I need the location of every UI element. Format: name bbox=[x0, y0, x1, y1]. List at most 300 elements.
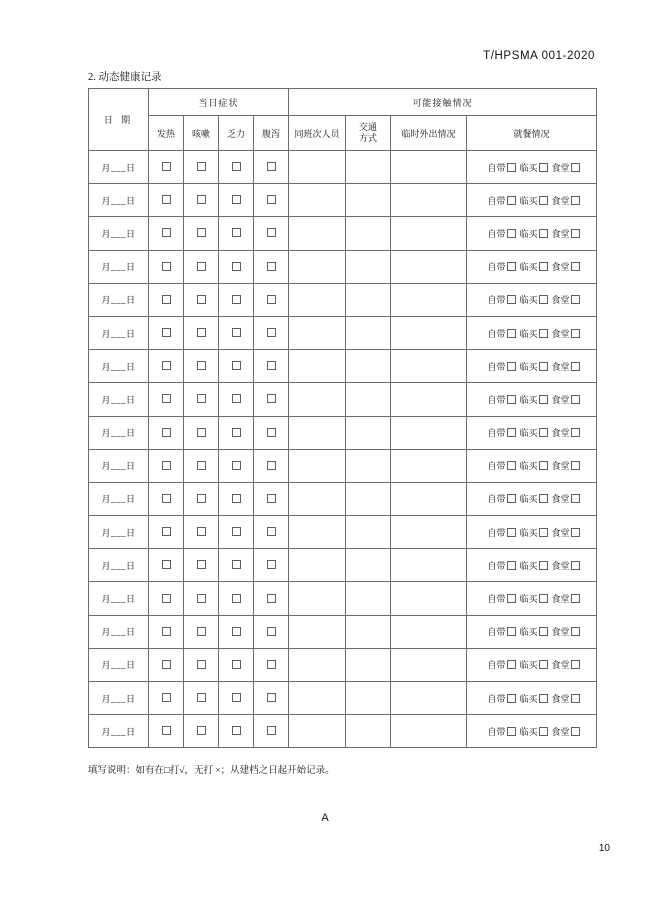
checkbox-icon[interactable] bbox=[571, 594, 580, 603]
checkbox-icon[interactable] bbox=[232, 693, 241, 702]
checkbox-icon[interactable] bbox=[232, 295, 241, 304]
input-outing[interactable] bbox=[391, 283, 467, 316]
input-classmates[interactable] bbox=[289, 416, 346, 449]
dining-option[interactable] bbox=[488, 725, 516, 738]
checkbox-icon[interactable] bbox=[267, 594, 276, 603]
checkbox-fatigue[interactable] bbox=[219, 283, 254, 316]
checkbox-icon[interactable] bbox=[507, 329, 516, 338]
input-transport[interactable] bbox=[346, 615, 391, 648]
input-outing[interactable] bbox=[391, 615, 467, 648]
checkbox-fever[interactable] bbox=[149, 582, 184, 615]
checkbox-icon[interactable] bbox=[197, 262, 206, 271]
input-transport[interactable] bbox=[346, 449, 391, 482]
dining-options[interactable] bbox=[467, 217, 597, 250]
checkbox-icon[interactable] bbox=[539, 428, 548, 437]
dining-option[interactable] bbox=[552, 592, 580, 605]
checkbox-cough[interactable] bbox=[184, 283, 219, 316]
input-outing[interactable] bbox=[391, 549, 467, 582]
checkbox-icon[interactable] bbox=[507, 694, 516, 703]
input-classmates[interactable] bbox=[289, 383, 346, 416]
checkbox-icon[interactable] bbox=[539, 694, 548, 703]
checkbox-icon[interactable] bbox=[162, 660, 171, 669]
checkbox-diarrhea[interactable] bbox=[254, 383, 289, 416]
checkbox-fatigue[interactable] bbox=[219, 416, 254, 449]
dining-option[interactable] bbox=[520, 725, 548, 738]
dining-option[interactable] bbox=[488, 194, 516, 207]
checkbox-icon[interactable] bbox=[232, 162, 241, 171]
input-transport[interactable] bbox=[346, 416, 391, 449]
date-field[interactable]: 月___日 bbox=[89, 283, 149, 316]
checkbox-icon[interactable] bbox=[162, 394, 171, 403]
checkbox-fatigue[interactable] bbox=[219, 715, 254, 748]
dining-option[interactable] bbox=[552, 327, 580, 340]
date-field[interactable]: 月___日 bbox=[89, 383, 149, 416]
dining-option[interactable] bbox=[520, 658, 548, 671]
dining-options[interactable] bbox=[467, 582, 597, 615]
input-classmates[interactable] bbox=[289, 184, 346, 217]
checkbox-fever[interactable] bbox=[149, 615, 184, 648]
checkbox-icon[interactable] bbox=[232, 527, 241, 536]
checkbox-diarrhea[interactable] bbox=[254, 151, 289, 184]
input-outing[interactable] bbox=[391, 715, 467, 748]
dining-option[interactable] bbox=[520, 360, 548, 373]
dining-option[interactable] bbox=[488, 227, 516, 240]
dining-option[interactable] bbox=[552, 559, 580, 572]
checkbox-icon[interactable] bbox=[197, 195, 206, 204]
dining-option[interactable] bbox=[552, 725, 580, 738]
dining-option[interactable] bbox=[520, 161, 548, 174]
dining-option[interactable] bbox=[520, 692, 548, 705]
checkbox-icon[interactable] bbox=[267, 494, 276, 503]
input-transport[interactable] bbox=[346, 283, 391, 316]
dining-option[interactable] bbox=[488, 459, 516, 472]
dining-option[interactable] bbox=[552, 260, 580, 273]
checkbox-diarrhea[interactable] bbox=[254, 283, 289, 316]
input-classmates[interactable] bbox=[289, 151, 346, 184]
dining-option[interactable] bbox=[552, 393, 580, 406]
checkbox-cough[interactable] bbox=[184, 184, 219, 217]
checkbox-icon[interactable] bbox=[232, 262, 241, 271]
date-field[interactable]: 月___日 bbox=[89, 184, 149, 217]
input-transport[interactable] bbox=[346, 648, 391, 681]
checkbox-icon[interactable] bbox=[162, 428, 171, 437]
dining-options[interactable] bbox=[467, 383, 597, 416]
checkbox-icon[interactable] bbox=[507, 428, 516, 437]
date-field[interactable]: 月___日 bbox=[89, 482, 149, 515]
checkbox-icon[interactable] bbox=[571, 362, 580, 371]
checkbox-icon[interactable] bbox=[232, 560, 241, 569]
input-outing[interactable] bbox=[391, 350, 467, 383]
input-outing[interactable] bbox=[391, 482, 467, 515]
checkbox-icon[interactable] bbox=[571, 329, 580, 338]
checkbox-icon[interactable] bbox=[267, 295, 276, 304]
checkbox-icon[interactable] bbox=[267, 262, 276, 271]
checkbox-fatigue[interactable] bbox=[219, 582, 254, 615]
checkbox-diarrhea[interactable] bbox=[254, 416, 289, 449]
checkbox-fever[interactable] bbox=[149, 184, 184, 217]
dining-option[interactable] bbox=[488, 360, 516, 373]
checkbox-icon[interactable] bbox=[162, 627, 171, 636]
checkbox-icon[interactable] bbox=[267, 394, 276, 403]
checkbox-diarrhea[interactable] bbox=[254, 615, 289, 648]
checkbox-icon[interactable] bbox=[539, 295, 548, 304]
checkbox-icon[interactable] bbox=[232, 726, 241, 735]
checkbox-icon[interactable] bbox=[197, 494, 206, 503]
checkbox-fever[interactable] bbox=[149, 350, 184, 383]
dining-option[interactable] bbox=[488, 692, 516, 705]
checkbox-icon[interactable] bbox=[162, 228, 171, 237]
checkbox-icon[interactable] bbox=[571, 528, 580, 537]
checkbox-icon[interactable] bbox=[197, 660, 206, 669]
checkbox-fatigue[interactable] bbox=[219, 217, 254, 250]
checkbox-icon[interactable] bbox=[162, 195, 171, 204]
dining-option[interactable] bbox=[488, 393, 516, 406]
dining-option[interactable] bbox=[520, 559, 548, 572]
checkbox-cough[interactable] bbox=[184, 350, 219, 383]
checkbox-diarrhea[interactable] bbox=[254, 350, 289, 383]
dining-option[interactable] bbox=[520, 293, 548, 306]
input-classmates[interactable] bbox=[289, 549, 346, 582]
dining-option[interactable] bbox=[520, 194, 548, 207]
checkbox-icon[interactable] bbox=[507, 163, 516, 172]
checkbox-icon[interactable] bbox=[539, 494, 548, 503]
checkbox-fatigue[interactable] bbox=[219, 682, 254, 715]
date-field[interactable]: 月___日 bbox=[89, 449, 149, 482]
input-outing[interactable] bbox=[391, 383, 467, 416]
checkbox-icon[interactable] bbox=[197, 461, 206, 470]
checkbox-icon[interactable] bbox=[197, 594, 206, 603]
checkbox-fever[interactable] bbox=[149, 648, 184, 681]
checkbox-diarrhea[interactable] bbox=[254, 250, 289, 283]
dining-option[interactable] bbox=[520, 393, 548, 406]
checkbox-icon[interactable] bbox=[539, 727, 548, 736]
input-classmates[interactable] bbox=[289, 250, 346, 283]
checkbox-icon[interactable] bbox=[162, 162, 171, 171]
checkbox-fatigue[interactable] bbox=[219, 383, 254, 416]
checkbox-cough[interactable] bbox=[184, 416, 219, 449]
input-classmates[interactable] bbox=[289, 217, 346, 250]
dining-option[interactable] bbox=[488, 426, 516, 439]
checkbox-diarrhea[interactable] bbox=[254, 316, 289, 349]
checkbox-icon[interactable] bbox=[232, 228, 241, 237]
input-outing[interactable] bbox=[391, 582, 467, 615]
checkbox-diarrhea[interactable] bbox=[254, 582, 289, 615]
input-transport[interactable] bbox=[346, 482, 391, 515]
checkbox-fever[interactable] bbox=[149, 516, 184, 549]
checkbox-icon[interactable] bbox=[267, 726, 276, 735]
input-classmates[interactable] bbox=[289, 615, 346, 648]
input-outing[interactable] bbox=[391, 682, 467, 715]
input-classmates[interactable] bbox=[289, 449, 346, 482]
checkbox-cough[interactable] bbox=[184, 648, 219, 681]
checkbox-fatigue[interactable] bbox=[219, 615, 254, 648]
checkbox-cough[interactable] bbox=[184, 615, 219, 648]
input-classmates[interactable] bbox=[289, 283, 346, 316]
checkbox-icon[interactable] bbox=[539, 163, 548, 172]
dining-option[interactable] bbox=[488, 559, 516, 572]
checkbox-icon[interactable] bbox=[197, 726, 206, 735]
date-field[interactable]: 月___日 bbox=[89, 416, 149, 449]
checkbox-icon[interactable] bbox=[507, 262, 516, 271]
date-field[interactable]: 月___日 bbox=[89, 516, 149, 549]
dining-option[interactable] bbox=[488, 161, 516, 174]
dining-option[interactable] bbox=[488, 260, 516, 273]
checkbox-icon[interactable] bbox=[232, 394, 241, 403]
dining-option[interactable] bbox=[552, 625, 580, 638]
checkbox-icon[interactable] bbox=[232, 594, 241, 603]
input-outing[interactable] bbox=[391, 316, 467, 349]
dining-option[interactable] bbox=[552, 526, 580, 539]
dining-option[interactable] bbox=[552, 194, 580, 207]
checkbox-icon[interactable] bbox=[267, 361, 276, 370]
checkbox-icon[interactable] bbox=[267, 660, 276, 669]
checkbox-icon[interactable] bbox=[571, 395, 580, 404]
checkbox-fatigue[interactable] bbox=[219, 151, 254, 184]
checkbox-icon[interactable] bbox=[507, 561, 516, 570]
checkbox-diarrhea[interactable] bbox=[254, 482, 289, 515]
checkbox-icon[interactable] bbox=[197, 394, 206, 403]
checkbox-icon[interactable] bbox=[162, 328, 171, 337]
dining-options[interactable] bbox=[467, 416, 597, 449]
checkbox-icon[interactable] bbox=[507, 594, 516, 603]
dining-options[interactable] bbox=[467, 316, 597, 349]
dining-option[interactable] bbox=[552, 658, 580, 671]
checkbox-fever[interactable] bbox=[149, 250, 184, 283]
dining-option[interactable] bbox=[520, 592, 548, 605]
input-classmates[interactable] bbox=[289, 715, 346, 748]
input-outing[interactable] bbox=[391, 250, 467, 283]
input-transport[interactable] bbox=[346, 217, 391, 250]
checkbox-diarrhea[interactable] bbox=[254, 549, 289, 582]
input-transport[interactable] bbox=[346, 184, 391, 217]
dining-options[interactable] bbox=[467, 682, 597, 715]
checkbox-diarrhea[interactable] bbox=[254, 449, 289, 482]
checkbox-icon[interactable] bbox=[571, 461, 580, 470]
checkbox-icon[interactable] bbox=[539, 627, 548, 636]
dining-option[interactable] bbox=[520, 327, 548, 340]
checkbox-icon[interactable] bbox=[507, 295, 516, 304]
checkbox-cough[interactable] bbox=[184, 383, 219, 416]
input-classmates[interactable] bbox=[289, 516, 346, 549]
checkbox-fatigue[interactable] bbox=[219, 482, 254, 515]
input-classmates[interactable] bbox=[289, 648, 346, 681]
input-outing[interactable] bbox=[391, 516, 467, 549]
dining-option[interactable] bbox=[552, 161, 580, 174]
checkbox-icon[interactable] bbox=[232, 461, 241, 470]
checkbox-icon[interactable] bbox=[571, 727, 580, 736]
checkbox-icon[interactable] bbox=[232, 328, 241, 337]
checkbox-icon[interactable] bbox=[571, 660, 580, 669]
dining-option[interactable] bbox=[488, 327, 516, 340]
checkbox-icon[interactable] bbox=[507, 395, 516, 404]
checkbox-fatigue[interactable] bbox=[219, 449, 254, 482]
checkbox-icon[interactable] bbox=[162, 693, 171, 702]
checkbox-icon[interactable] bbox=[571, 163, 580, 172]
checkbox-icon[interactable] bbox=[232, 494, 241, 503]
checkbox-icon[interactable] bbox=[571, 196, 580, 205]
checkbox-icon[interactable] bbox=[232, 660, 241, 669]
checkbox-cough[interactable] bbox=[184, 250, 219, 283]
date-field[interactable]: 月___日 bbox=[89, 615, 149, 648]
checkbox-icon[interactable] bbox=[197, 428, 206, 437]
checkbox-icon[interactable] bbox=[571, 627, 580, 636]
dining-option[interactable] bbox=[520, 459, 548, 472]
checkbox-icon[interactable] bbox=[507, 229, 516, 238]
checkbox-fatigue[interactable] bbox=[219, 316, 254, 349]
date-field[interactable]: 月___日 bbox=[89, 715, 149, 748]
checkbox-icon[interactable] bbox=[197, 627, 206, 636]
input-classmates[interactable] bbox=[289, 316, 346, 349]
input-transport[interactable] bbox=[346, 151, 391, 184]
checkbox-icon[interactable] bbox=[267, 461, 276, 470]
checkbox-icon[interactable] bbox=[539, 461, 548, 470]
checkbox-fatigue[interactable] bbox=[219, 250, 254, 283]
checkbox-icon[interactable] bbox=[267, 328, 276, 337]
checkbox-icon[interactable] bbox=[539, 561, 548, 570]
checkbox-fatigue[interactable] bbox=[219, 184, 254, 217]
checkbox-fever[interactable] bbox=[149, 482, 184, 515]
checkbox-diarrhea[interactable] bbox=[254, 648, 289, 681]
checkbox-icon[interactable] bbox=[162, 527, 171, 536]
dining-options[interactable] bbox=[467, 283, 597, 316]
checkbox-fever[interactable] bbox=[149, 151, 184, 184]
dining-options[interactable] bbox=[467, 350, 597, 383]
checkbox-cough[interactable] bbox=[184, 449, 219, 482]
dining-option[interactable] bbox=[552, 426, 580, 439]
checkbox-fever[interactable] bbox=[149, 715, 184, 748]
checkbox-icon[interactable] bbox=[197, 361, 206, 370]
checkbox-icon[interactable] bbox=[267, 527, 276, 536]
checkbox-fever[interactable] bbox=[149, 416, 184, 449]
date-field[interactable]: 月___日 bbox=[89, 151, 149, 184]
checkbox-icon[interactable] bbox=[162, 594, 171, 603]
date-field[interactable]: 月___日 bbox=[89, 217, 149, 250]
checkbox-icon[interactable] bbox=[539, 229, 548, 238]
checkbox-icon[interactable] bbox=[232, 627, 241, 636]
dining-option[interactable] bbox=[552, 459, 580, 472]
date-field[interactable]: 月___日 bbox=[89, 682, 149, 715]
checkbox-icon[interactable] bbox=[507, 528, 516, 537]
date-field[interactable]: 月___日 bbox=[89, 250, 149, 283]
date-field[interactable]: 月___日 bbox=[89, 316, 149, 349]
checkbox-fatigue[interactable] bbox=[219, 350, 254, 383]
checkbox-icon[interactable] bbox=[539, 528, 548, 537]
checkbox-icon[interactable] bbox=[507, 494, 516, 503]
checkbox-icon[interactable] bbox=[507, 660, 516, 669]
checkbox-icon[interactable] bbox=[571, 561, 580, 570]
input-transport[interactable] bbox=[346, 582, 391, 615]
dining-options[interactable] bbox=[467, 549, 597, 582]
checkbox-icon[interactable] bbox=[571, 229, 580, 238]
checkbox-icon[interactable] bbox=[507, 461, 516, 470]
checkbox-icon[interactable] bbox=[232, 195, 241, 204]
date-field[interactable]: 月___日 bbox=[89, 582, 149, 615]
checkbox-diarrhea[interactable] bbox=[254, 217, 289, 250]
checkbox-icon[interactable] bbox=[539, 660, 548, 669]
checkbox-icon[interactable] bbox=[507, 362, 516, 371]
checkbox-icon[interactable] bbox=[197, 328, 206, 337]
checkbox-icon[interactable] bbox=[162, 295, 171, 304]
checkbox-fever[interactable] bbox=[149, 449, 184, 482]
dining-option[interactable] bbox=[488, 526, 516, 539]
dining-options[interactable] bbox=[467, 715, 597, 748]
checkbox-icon[interactable] bbox=[539, 329, 548, 338]
checkbox-icon[interactable] bbox=[232, 361, 241, 370]
checkbox-diarrhea[interactable] bbox=[254, 516, 289, 549]
checkbox-fever[interactable] bbox=[149, 316, 184, 349]
checkbox-icon[interactable] bbox=[162, 262, 171, 271]
dining-option[interactable] bbox=[552, 360, 580, 373]
dining-option[interactable] bbox=[520, 426, 548, 439]
checkbox-icon[interactable] bbox=[162, 560, 171, 569]
input-outing[interactable] bbox=[391, 151, 467, 184]
input-transport[interactable] bbox=[346, 316, 391, 349]
input-transport[interactable] bbox=[346, 549, 391, 582]
checkbox-cough[interactable] bbox=[184, 482, 219, 515]
checkbox-icon[interactable] bbox=[539, 262, 548, 271]
checkbox-icon[interactable] bbox=[571, 494, 580, 503]
checkbox-icon[interactable] bbox=[539, 395, 548, 404]
checkbox-fatigue[interactable] bbox=[219, 549, 254, 582]
dining-option[interactable] bbox=[552, 293, 580, 306]
dining-options[interactable] bbox=[467, 648, 597, 681]
dining-option[interactable] bbox=[552, 227, 580, 240]
input-outing[interactable] bbox=[391, 449, 467, 482]
dining-options[interactable] bbox=[467, 184, 597, 217]
checkbox-icon[interactable] bbox=[267, 560, 276, 569]
checkbox-icon[interactable] bbox=[197, 162, 206, 171]
checkbox-icon[interactable] bbox=[267, 195, 276, 204]
dining-options[interactable] bbox=[467, 449, 597, 482]
checkbox-icon[interactable] bbox=[232, 428, 241, 437]
input-outing[interactable] bbox=[391, 184, 467, 217]
input-classmates[interactable] bbox=[289, 482, 346, 515]
dining-option[interactable] bbox=[552, 492, 580, 505]
checkbox-icon[interactable] bbox=[267, 228, 276, 237]
checkbox-icon[interactable] bbox=[571, 295, 580, 304]
checkbox-cough[interactable] bbox=[184, 682, 219, 715]
input-transport[interactable] bbox=[346, 350, 391, 383]
checkbox-cough[interactable] bbox=[184, 151, 219, 184]
checkbox-icon[interactable] bbox=[162, 726, 171, 735]
input-transport[interactable] bbox=[346, 715, 391, 748]
checkbox-cough[interactable] bbox=[184, 582, 219, 615]
dining-option[interactable] bbox=[520, 492, 548, 505]
dining-option[interactable] bbox=[488, 625, 516, 638]
checkbox-icon[interactable] bbox=[571, 428, 580, 437]
dining-option[interactable] bbox=[488, 492, 516, 505]
checkbox-cough[interactable] bbox=[184, 516, 219, 549]
date-field[interactable]: 月___日 bbox=[89, 350, 149, 383]
input-transport[interactable] bbox=[346, 250, 391, 283]
checkbox-icon[interactable] bbox=[267, 693, 276, 702]
checkbox-icon[interactable] bbox=[539, 362, 548, 371]
input-transport[interactable] bbox=[346, 682, 391, 715]
input-transport[interactable] bbox=[346, 383, 391, 416]
date-field[interactable]: 月___日 bbox=[89, 648, 149, 681]
checkbox-fever[interactable] bbox=[149, 383, 184, 416]
checkbox-icon[interactable] bbox=[539, 196, 548, 205]
checkbox-icon[interactable] bbox=[162, 361, 171, 370]
checkbox-icon[interactable] bbox=[267, 428, 276, 437]
date-field[interactable]: 月___日 bbox=[89, 549, 149, 582]
dining-option[interactable] bbox=[552, 692, 580, 705]
checkbox-diarrhea[interactable] bbox=[254, 682, 289, 715]
dining-option[interactable] bbox=[520, 260, 548, 273]
checkbox-cough[interactable] bbox=[184, 549, 219, 582]
checkbox-fever[interactable] bbox=[149, 682, 184, 715]
checkbox-icon[interactable] bbox=[507, 727, 516, 736]
